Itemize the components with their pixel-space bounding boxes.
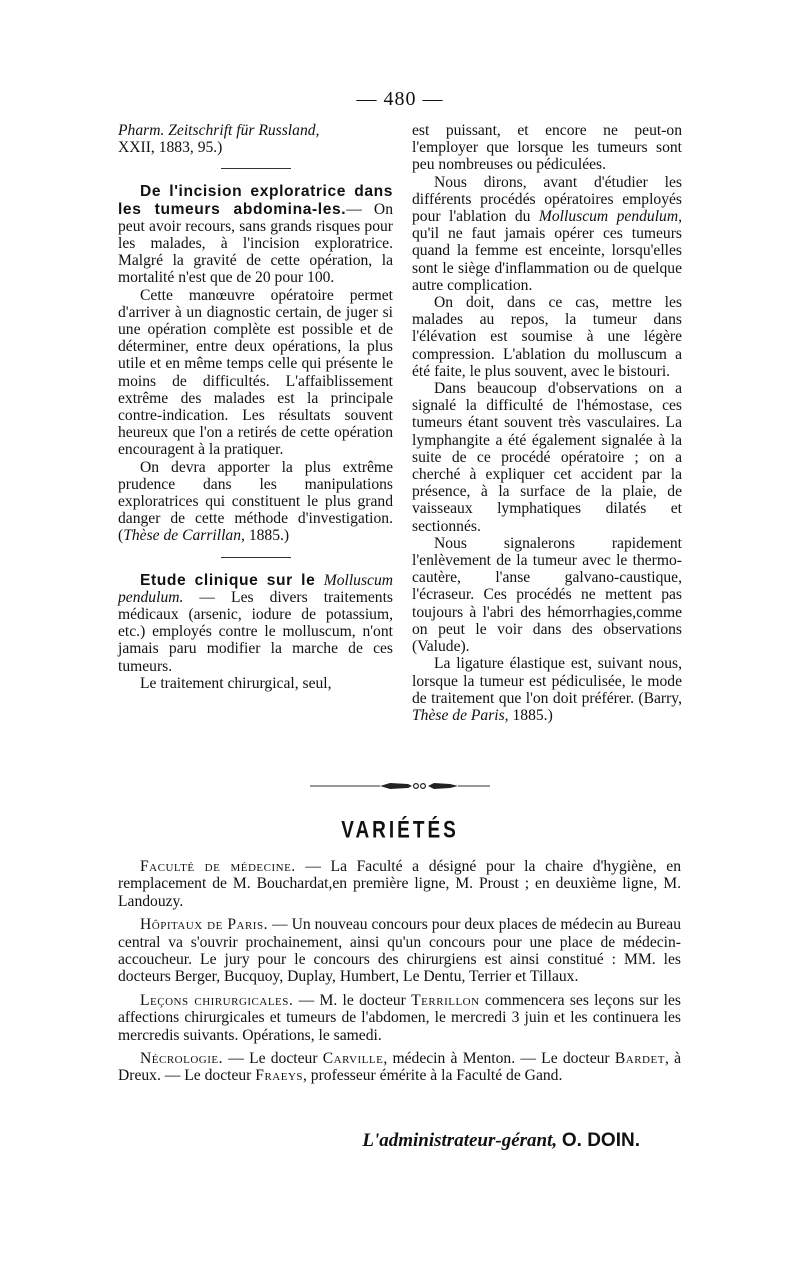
separator-rule — [221, 168, 291, 169]
article-paragraph — [118, 459, 393, 545]
article-paragraph — [412, 655, 682, 724]
separator-rule — [221, 557, 291, 558]
article-title-italic: Molluscum pendulum. — [118, 571, 393, 606]
news-item — [118, 916, 681, 986]
news-item — [118, 1050, 681, 1085]
citation: Thèse de Paris, — [412, 706, 509, 724]
right-column — [412, 122, 682, 724]
section-title: VARIÉTÉS — [341, 817, 459, 844]
signature — [362, 1130, 640, 1152]
news-head: Hôpitaux de Paris. — [140, 916, 268, 934]
article-paragraph: Nous signalerons rapidement l'enlèvement de la tumeur avec le thermo-cautère, l'anse galvano-caustique, l'écraseur. Ces procédés ne mettent pas toujours à l'abri des hémorrhagies,comme on peut le voir dans des observations (Valude). — [412, 534, 682, 656]
person-name: Bardet — [614, 1050, 665, 1068]
news-text: commencera ses leçons sur les affections chirurgicales et tumeurs de l'abdomen, le mercredi 3 juin et les continuera les mercredis suivants. Opérations, le samedi. — [118, 991, 681, 1044]
article-title-text: Etude clinique sur le — [140, 571, 324, 589]
news-text: , à Dreux. — Le docteur — [118, 1050, 681, 1085]
article-text: Nous dirons, avant d'étudier les différents procédés opératoires employés pour l'ablation du — [412, 173, 682, 226]
news-text: , professeur émérite à la Faculté de Gand. — [303, 1067, 563, 1085]
signature-role: L'administrateur-gérant, — [362, 1130, 558, 1151]
article-paragraph: Dans beaucoup d'observations on a signalé la difficulté de l'hémostase, ces tumeurs étant souvent très vasculaires. La lymphangite a été également signalée à la suite de ce procédé opératoire ; on a cherché à expliquer cet accident par la présence, à la surface de la plaie, de vaisseaux lymphatiques dilatés et sectionnés. — [412, 380, 682, 535]
person-name: Fraeys — [255, 1067, 303, 1085]
citation: Thèse de Carrillan, — [123, 527, 245, 545]
article-paragraph: Cette manœuvre opératoire permet d'arriver à un diagnostic certain, de juger si une opération complète est possible et de déterminer, entre deux opérations, la plus utile et en même temps celle qui présente le moins de difficultés. L'affaiblissement extrême des malades est la principale contre-indication. Les résultats souvent heureux que l'on a retirés de cette opération encouragent à la pratiquer. — [118, 286, 393, 459]
citation-year: 1885.) — [244, 527, 290, 545]
italic-term: Molluscum pendulum, — [538, 208, 683, 226]
article-paragraph — [412, 174, 682, 294]
person-name: Terrillon — [411, 991, 480, 1009]
signature-name: O. DOIN. — [561, 1130, 640, 1151]
ornament-divider — [310, 780, 490, 792]
journal-ref-volume: XXII, 1883, 95.) — [118, 139, 223, 157]
page-number: — 480 — — [356, 88, 444, 110]
news-head: Nécrologie. — [140, 1050, 223, 1068]
article-title: De l'incision exploratrice dans les tumeurs abdomina-les. — [118, 183, 393, 218]
citation-year: 1885.) — [508, 706, 553, 724]
news-head: Leçons chirurgicales. — [140, 991, 294, 1009]
news-section — [118, 858, 681, 1091]
article-text: — On peut avoir recours, sans grands risques pour les malades, à l'incision exploratrice. Malgré la gravité de cette opération, la mortalité n'est que de 20 pour 100. — [118, 200, 393, 287]
article-incision — [118, 183, 393, 286]
reference-tail — [118, 122, 393, 156]
news-item — [118, 858, 681, 910]
article-molluscum — [118, 572, 393, 675]
news-text: — Un nouveau concours pour deux places de médecin au Bureau central va s'ouvrir prochainement, ainsi qu'un concours pour une place de médecin-accoucheur. Le jury pour le concours des chirurgiens est ainsi constitué : MM. les docteurs Berger, Bucquoy, Duplay, Humbert, Le Dentu, Terrier et Tillaux. — [118, 916, 682, 986]
news-head: Faculté de médecine. — [140, 858, 296, 875]
news-item — [118, 992, 681, 1044]
article-text: — Les divers traitements médicaux (arsenic, iodure de potassium, etc.) employés contre le molluscum, n'ont jamais paru modifier la marche de ces tumeurs. — [118, 588, 393, 675]
left-column — [118, 122, 393, 692]
news-text: , médecin à Menton. — Le docteur — [383, 1050, 615, 1068]
article-text: On devra apporter la plus extrême prudence dans les manipulations exploratrices qui constituent le plus grand danger de cette méthode d'investigation. ( — [118, 458, 393, 545]
article-paragraph: On doit, dans ce cas, mettre les malades au repos, la tumeur dans l'élévation est soumise à une légère compression. L'ablation du molluscum a été faite, le plus souvent, avec le bistouri. — [412, 294, 682, 380]
person-name: Carville — [322, 1050, 384, 1068]
article-paragraph: Le traitement chirurgical, seul, — [140, 674, 332, 692]
news-text: — La Faculté a désigné pour la chaire d'hygiène, en remplacement de M. Bouchardat,en première ligne, M. Proust ; en deuxième ligne, M. Landouzy. — [118, 858, 681, 910]
article-paragraph: est puissant, et encore ne peut-on l'employer que lorsque les tumeurs sont peu nombreuses ou pédiculées. — [412, 122, 682, 174]
news-text: — M. le docteur — [293, 991, 412, 1009]
news-text: — Le docteur — [223, 1050, 323, 1068]
article-text: La ligature élastique est, suivant nous, lorsque la tumeur est pédiculisée, le mode de traitement que l'on doit préférer. (Barry, — [412, 655, 682, 707]
journal-ref: Pharm. Zeitschrift für Russland, — [118, 122, 320, 139]
article-text: qu'il ne faut jamais opérer ces tumeurs quand la femme est enceinte, lorsqu'elles sont le siège d'inflammation ou de quelque autre complication. — [412, 225, 682, 294]
